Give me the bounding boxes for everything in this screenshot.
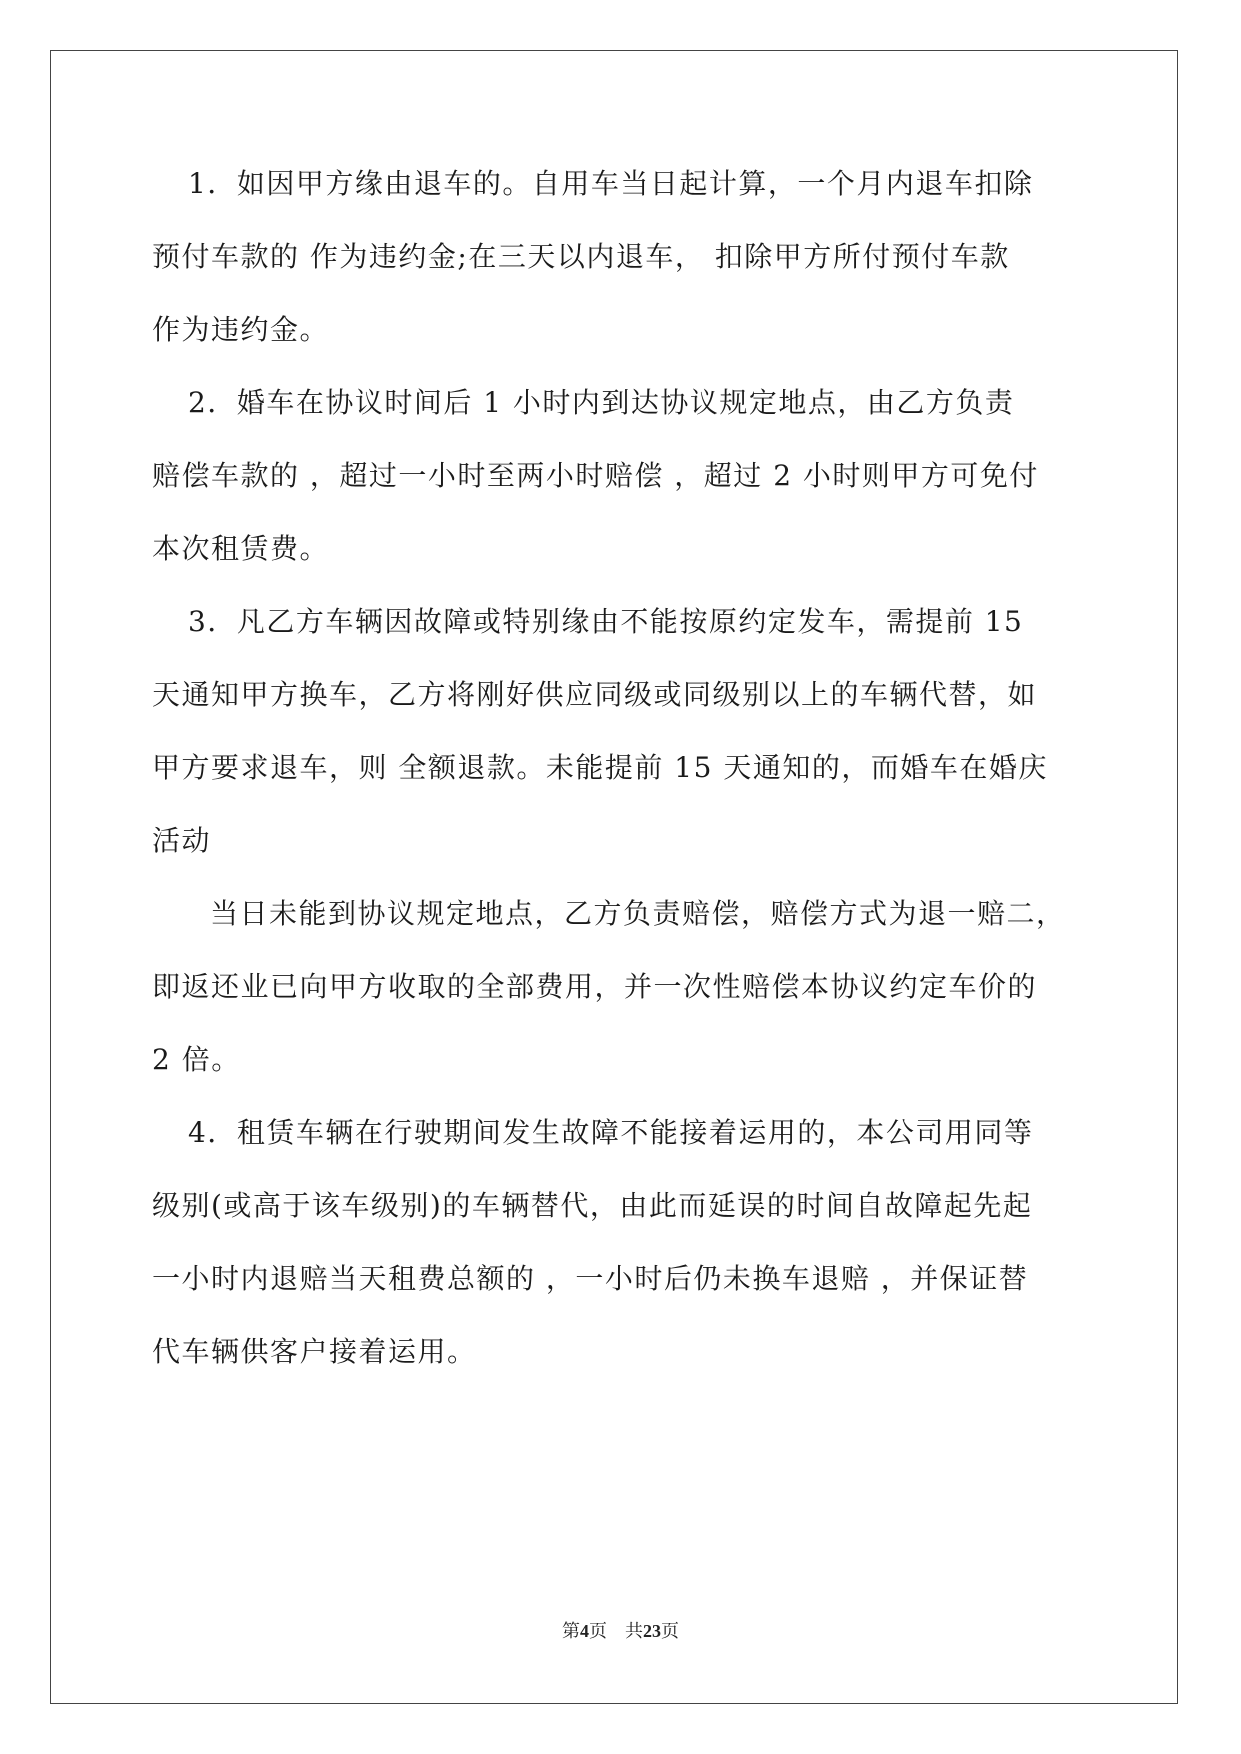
paragraph-3-line-3: 甲方要求退车，则 全额退款。未能提前 15 天通知的，而婚车在婚庆 [152, 751, 1048, 784]
footer-middle: 页 共 [589, 1621, 643, 1641]
paragraph-5-line-1: 4．租赁车辆在行驶期间发生故障不能接着运用的，本公司用同等 [188, 1116, 1034, 1149]
paragraph-5-line-4: 代车辆供客户接着运用。 [152, 1335, 477, 1368]
paragraph-5-line-2: 级别(或高于该车级别)的车辆替代，由此而延误的时间自故障起先起 [152, 1189, 1033, 1222]
paragraph-1-line-1: 1．如因甲方缘由退车的。自用车当日起计算，一个月内退车扣除 [188, 167, 1034, 200]
paragraph-1-line-2: 预付车款的 作为违约金;在三天以内退车， 扣除甲方所付预付车款 [152, 240, 1010, 273]
page-border [50, 50, 1178, 1704]
paragraph-4-line-2: 即返还业已向甲方收取的全部费用，并一次性赔偿本协议约定车价的 [152, 970, 1038, 1003]
paragraph-2-line-3: 本次租赁费。 [152, 532, 330, 565]
paragraph-2-line-1: 2．婚车在协议时间后 1 小时内到达协议规定地点，由乙方负责 [188, 386, 1015, 419]
paragraph-2-line-2: 赔偿车款的 ，超过一小时至两小时赔偿 ，超过 2 小时则甲方可免付 [152, 459, 1039, 492]
paragraph-1-line-3: 作为违约金。 [152, 313, 330, 346]
paragraph-3-line-4: 活动 [152, 824, 212, 857]
total-page-count: 23 [643, 1621, 661, 1641]
current-page-number: 4 [580, 1621, 589, 1641]
footer-prefix: 第 [562, 1621, 580, 1641]
page-footer [0, 1617, 1241, 1643]
paragraph-3-line-2: 天通知甲方换车，乙方将刚好供应同级或同级别以上的车辆代替，如 [152, 678, 1038, 711]
paragraph-3-line-1: 3．凡乙方车辆因故障或特别缘由不能按原约定发车，需提前 15 [188, 605, 1024, 638]
paragraph-4-line-3: 2 倍。 [152, 1043, 241, 1076]
paragraph-4-line-1: 当日未能到协议规定地点，乙方负责赔偿，赔偿方式为退一赔二， [210, 897, 1066, 930]
footer-suffix: 页 [661, 1621, 679, 1641]
paragraph-5-line-3: 一小时内退赔当天租费总额的 ，一小时后仍未换车退赔 ，并保证替 [152, 1262, 1029, 1295]
